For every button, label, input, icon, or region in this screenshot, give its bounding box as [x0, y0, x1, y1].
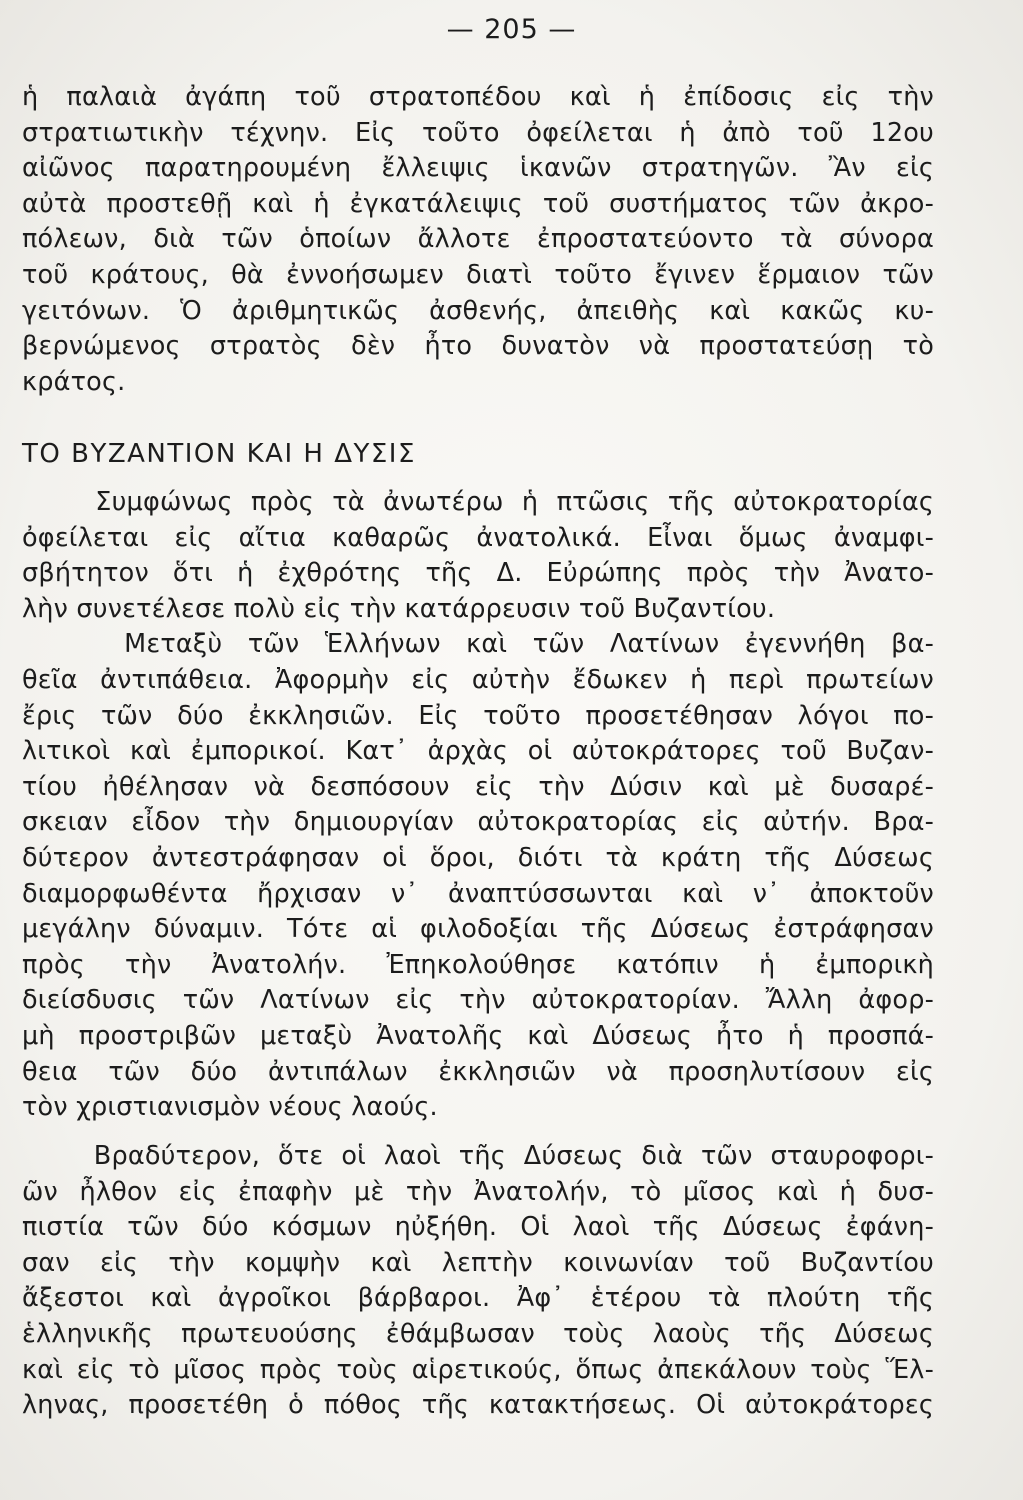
- text-line: γειτόνων. Ὁ ἀριθμητικῶς ἀσθενής, ἀπειθὴς καὶ κακῶς κυ-: [22, 295, 934, 326]
- text-line: σβήτητον ὅτι ἡ ἐχθρότης τῆς Δ. Εὐρώπης πρὸς τὴν Ἀνατο-: [22, 558, 934, 589]
- section-heading: ΤΟ ΒΥΖΑΝΤΙΟΝ ΚΑΙ Η ΔΥΣΙΣ: [22, 439, 416, 469]
- text-line: θεια τῶν δύο ἀντιπάλων ἐκκλησιῶν νὰ προσηλυτίσουν εἰς: [22, 1056, 934, 1087]
- text-line: πόλεων, διὰ τῶν ὁποίων ἄλλοτε ἐπροστατεύοντο τὰ σύνορα: [22, 224, 934, 255]
- text-line: σαν εἰς τὴν κομψὴν καὶ λεπτὴν κοινωνίαν τοῦ Βυζαντίου: [22, 1247, 934, 1278]
- text-line: τοῦ κράτους, θὰ ἐννοήσωμεν διατὶ τοῦτο ἔγινεν ἕρμαιον τῶν: [22, 259, 934, 290]
- text-line: τίου ἠθέλησαν νὰ δεσπόσουν εἰς τὴν Δύσιν καὶ μὲ δυσαρέ-: [22, 771, 934, 802]
- page-number: — 205 —: [446, 14, 577, 45]
- text-line: ἑλληνικῆς πρωτευούσης ἐθάμβωσαν τοὺς λαοὺς τῆς Δύσεως: [22, 1318, 934, 1349]
- text-line: στρατιωτικὴν τέχνην. Εἰς τοῦτο ὀφείλεται ἡ ἀπὸ τοῦ 12ου: [22, 117, 934, 148]
- text-line: αὐτὰ προστεθῇ καὶ ἡ ἐγκατάλειψις τοῦ συστήματος τῶν ἀκρο-: [22, 188, 934, 219]
- text-line: λιτικοὶ καὶ ἐμπορικοί. Κατ᾽ ἀρχὰς οἱ αὐτοκράτορες τοῦ Βυζαν-: [22, 736, 934, 767]
- text-line: δύτερον ἀντεστράφησαν οἱ ὅροι, διότι τὰ κράτη τῆς Δύσεως: [22, 842, 934, 873]
- text-line: βερνώμενος στρατὸς δὲν ἦτο δυνατὸν νὰ προστατεύσῃ τὸ: [22, 331, 934, 362]
- text-line: ῶν ἦλθον εἰς ἐπαφὴν μὲ τὴν Ἀνατολήν, τὸ μῖσος καὶ ἡ δυσ-: [22, 1176, 934, 1207]
- text-line: μὴ προστριβῶν μεταξὺ Ἀνατολῆς καὶ Δύσεως ἦτο ἡ προσπά-: [22, 1020, 934, 1051]
- text-line: ληνας, προσετέθη ὁ πόθος τῆς κατακτήσεως. Οἱ αὐτοκράτορες: [22, 1390, 934, 1421]
- text-line: λὴν συνετέλεσε πολὺ εἰς τὴν κατάρρευσιν τοῦ Βυζαντίου.: [22, 593, 776, 624]
- text-line: καὶ εἰς τὸ μῖσος πρὸς τοὺς αἱρετικούς, ὅπως ἀπεκάλουν τοὺς Ἕλ-: [22, 1354, 934, 1385]
- paragraph-3: [22, 1139, 934, 1424]
- text-line: πιστία τῶν δύο κόσμων ηὐξήθη. Οἱ λαοὶ τῆς Δύσεως ἐφάνη-: [22, 1212, 934, 1243]
- text-line: διείσδυσις τῶν Λατίνων εἰς τὴν αὐτοκρατορίαν. Ἄλλη ἀφορ-: [22, 985, 934, 1016]
- text-line: τὸν χριστιανισμὸν νέους λαούς.: [22, 1092, 438, 1123]
- text-line: κράτος.: [22, 366, 126, 397]
- text-line: ἡ παλαιὰ ἀγάπη τοῦ στρατοπέδου καὶ ἡ ἐπίδοσις εἰς τὴν: [22, 82, 934, 112]
- text-line: Βραδύτερον, ὅτε οἱ λαοὶ τῆς Δύσεως διὰ τῶν σταυροφορι-: [22, 1141, 934, 1171]
- text-line: ἔρις τῶν δύο ἐκκλησιῶν. Εἰς τοῦτο προσετέθησαν λόγοι πο-: [22, 700, 934, 731]
- text-line: σκειαν εἶδον τὴν δημιουργίαν αὐτοκρατορίας εἰς αὐτήν. Βρα-: [22, 807, 934, 838]
- paragraph-2: [22, 485, 934, 1126]
- text-line: αἰῶνος παρατηρουμένη ἔλλειψις ἱκανῶν στρατηγῶν. Ἂν εἰς: [22, 153, 934, 184]
- text-line: πρὸς τὴν Ἀνατολήν. Ἐπηκολούθησε κατόπιν ἡ ἐμπορικὴ: [22, 949, 934, 980]
- text-line: ὀφείλεται εἰς αἴτια καθαρῶς ἀνατολικά. Εἶναι ὅμως ἀναμφι-: [22, 522, 934, 553]
- text-line: Μεταξὺ τῶν Ἑλλήνων καὶ τῶν Λατίνων ἐγεννήθη βα-: [22, 629, 934, 660]
- text-line: θεῖα ἀντιπάθεια. Ἀφορμὴν εἰς αὐτὴν ἔδωκεν ἡ περὶ πρωτείων: [22, 664, 934, 695]
- text-line: μεγάλην δύναμιν. Τότε αἱ φιλοδοξίαι τῆς Δύσεως ἐστράφησαν: [22, 914, 934, 945]
- text-line: ἄξεστοι καὶ ἀγροῖκοι βάρβαροι. Ἀφ᾽ ἑτέρου τὰ πλούτη τῆς: [22, 1283, 934, 1314]
- text-line: Συμφώνως πρὸς τὰ ἀνωτέρω ἡ πτῶσις τῆς αὐτοκρατορίας: [22, 487, 934, 517]
- text-line: διαμορφωθέντα ἤρχισαν ν᾽ ἀναπτύσσωνται καὶ ν᾽ ἀποκτοῦν: [22, 878, 934, 909]
- paragraph-1: [22, 80, 934, 400]
